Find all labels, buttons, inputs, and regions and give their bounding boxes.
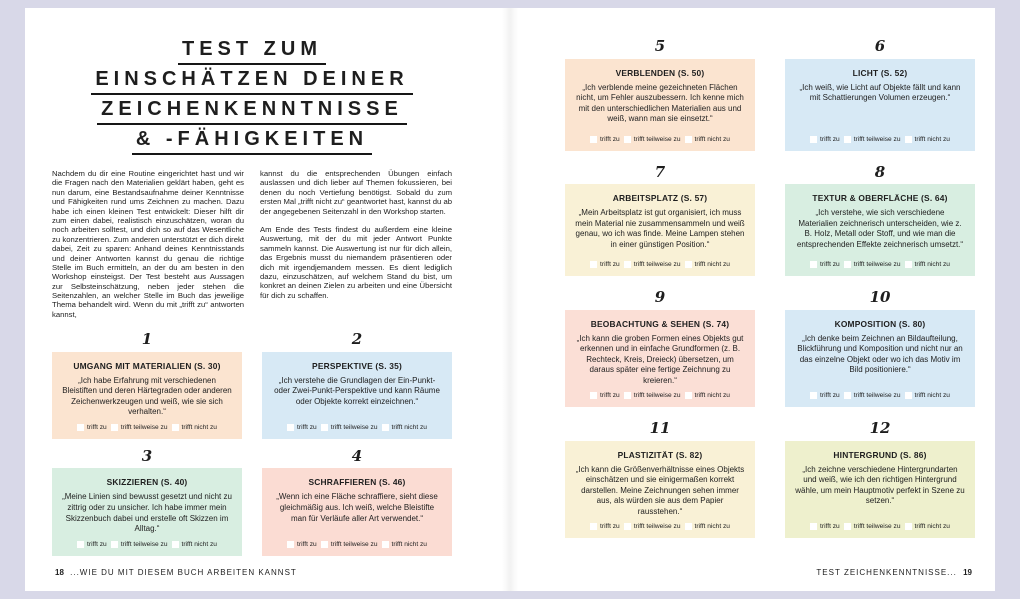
card-number: 7	[654, 162, 666, 181]
card-title: VERBLENDEN (S. 50)	[615, 67, 705, 78]
card-number: 4	[351, 446, 363, 465]
checkbox-trifft-teilweise-zu[interactable]	[321, 541, 328, 548]
answer-trifft-zu: trifft zu	[287, 424, 317, 431]
card-quote: „Mein Arbeitsplatz ist gut organisiert, ich muss mein Material nie zusammensammeln und weiß genau, wo ich was finde. Meine Lampen stehen in einer günstigen Position.“	[575, 208, 745, 249]
card-title: KOMPOSITION (S. 80)	[834, 318, 926, 329]
answer-trifft-zu: trifft zu	[590, 392, 620, 399]
checkbox-trifft-zu[interactable]	[810, 392, 817, 399]
card-plastizitaet	[565, 420, 755, 538]
answer-row	[791, 136, 969, 143]
checkbox-trifft-zu[interactable]	[810, 523, 817, 530]
book-spread	[25, 8, 995, 591]
card-body	[262, 352, 452, 439]
footer-left	[52, 568, 297, 577]
card-title: TEXTUR & OBERFLÄCHE (S. 64)	[812, 193, 948, 203]
card-body	[52, 352, 242, 439]
answer-trifft-zu: trifft zu	[590, 136, 620, 143]
checkbox-trifft-zu[interactable]	[590, 136, 597, 143]
answer-trifft-nicht-zu: trifft nicht zu	[905, 261, 950, 268]
answer-trifft-nicht-zu: trifft nicht zu	[905, 523, 950, 530]
card-number: 8	[874, 162, 886, 181]
checkbox-trifft-zu[interactable]	[590, 392, 597, 399]
intro-text	[52, 169, 452, 319]
card-quote: „Ich kann die Größenverhältnisse eines Objekts einschätzen und sie einigermaßen korrekt darstellen. Meine Zeichnungen sehen immer aus, als würden sie aus dem Papier rausstehen.“	[575, 464, 745, 516]
intro-paragraph: Am Ende des Tests findest du außerdem eine kleine Auswertung, mit der du mit jeder Antwort Punkte sammeln kannst. Die Auswertung ist nur für dich allein, das Ergebnis musst du niemandem präsentieren oder dich mit irgendjemandem messen. Es dient lediglich dazu, einzuschätzen, auf welchem Stand du bist, um konkret an deinen Zielen zu arbeiten und eine Übersicht für dich zu schaffen.	[260, 224, 452, 300]
checkbox-trifft-teilweise-zu[interactable]	[844, 392, 851, 399]
answer-trifft-zu: trifft zu	[810, 136, 840, 143]
checkbox-trifft-nicht-zu[interactable]	[172, 541, 179, 548]
card-skizzieren	[52, 448, 242, 556]
card-body	[785, 184, 975, 276]
checkbox-trifft-nicht-zu[interactable]	[685, 261, 692, 268]
checkbox-trifft-teilweise-zu[interactable]	[624, 261, 631, 268]
checkbox-trifft-zu[interactable]	[77, 424, 84, 431]
checkbox-trifft-teilweise-zu[interactable]	[624, 136, 631, 143]
card-title: BEOBACHTUNG & SEHEN (S. 74)	[590, 318, 730, 329]
checkbox-trifft-nicht-zu[interactable]	[382, 424, 389, 431]
checkbox-trifft-nicht-zu[interactable]	[905, 136, 912, 143]
checkbox-trifft-nicht-zu[interactable]	[172, 424, 179, 431]
card-number: 9	[654, 288, 666, 306]
checkbox-trifft-teilweise-zu[interactable]	[624, 523, 631, 530]
answer-trifft-teilweise-zu: trifft teilweise zu	[844, 261, 901, 268]
checkbox-trifft-teilweise-zu[interactable]	[111, 424, 118, 431]
checkbox-trifft-teilweise-zu[interactable]	[844, 523, 851, 530]
cards-grid-left	[52, 331, 452, 555]
answer-trifft-nicht-zu: trifft nicht zu	[382, 541, 427, 548]
card-quote: „Ich kann die groben Formen eines Objekts gut erkennen und in einfache Grundformen (z. B. Rechteck, Kreis, Dreieck) übersetzen, um daraus später eine fertige Zeichnung zu kreieren.“	[576, 333, 744, 385]
card-quote: „Ich verstehe die Grundlagen der Ein-Punkt- oder Zwei-Punkt-Perspektive und kann Räume oder Objekte korrekt einzeichnen.“	[274, 375, 440, 406]
card-title: ARBEITSPLATZ (S. 57)	[612, 193, 708, 203]
answer-trifft-zu: trifft zu	[590, 523, 620, 530]
card-body	[565, 59, 755, 151]
title-line-3: ZEICHENKENNTNISSE	[52, 98, 452, 125]
card-arbeitsplatz	[565, 164, 755, 277]
answer-row	[58, 424, 236, 431]
checkbox-trifft-nicht-zu[interactable]	[382, 541, 389, 548]
intro-paragraph: kannst du die entsprechenden Übungen einfach auslassen und dich lieber auf Themen fokussieren, bei denen du noch Vertiefung benötigst. Sobald du zum ersten Mal „trifft nicht zu“ geantwortet hast, kannst du ab der angegebenen Seitenzahl in den Workshop starten.	[260, 169, 452, 216]
page-left	[25, 8, 510, 591]
answer-trifft-zu: trifft zu	[77, 541, 107, 548]
page-number-right: 19	[963, 568, 972, 577]
card-body	[52, 468, 242, 555]
running-title-right: TEST ZEICHENKENNTNISSE...	[816, 568, 957, 577]
answer-row	[268, 541, 446, 548]
card-body	[785, 441, 975, 539]
checkbox-trifft-zu[interactable]	[590, 523, 597, 530]
answer-trifft-nicht-zu: trifft nicht zu	[685, 136, 730, 143]
checkbox-trifft-nicht-zu[interactable]	[905, 392, 912, 399]
checkbox-trifft-zu[interactable]	[287, 541, 294, 548]
checkbox-trifft-zu[interactable]	[590, 261, 597, 268]
intro-column-2	[260, 169, 452, 319]
card-quote: „Ich denke beim Zeichnen an Bildaufteilung, Blickführung und Komposition und nicht nur an das einzelne Objekt oder wo ich das Motiv im Bild positioniere.“	[797, 333, 963, 375]
card-body	[262, 468, 452, 555]
answer-row	[571, 136, 749, 143]
answer-row	[791, 261, 969, 268]
card-hintergrund	[785, 420, 975, 538]
answer-trifft-nicht-zu: trifft nicht zu	[685, 392, 730, 399]
card-number: 5	[654, 37, 666, 55]
answer-trifft-nicht-zu: trifft nicht zu	[382, 424, 427, 431]
checkbox-trifft-zu[interactable]	[287, 424, 294, 431]
answer-trifft-teilweise-zu: trifft teilweise zu	[624, 392, 681, 399]
answer-trifft-zu: trifft zu	[590, 261, 620, 268]
answer-trifft-teilweise-zu: trifft teilweise zu	[624, 136, 681, 143]
card-title: HINTERGRUND (S. 86)	[833, 449, 927, 460]
answer-trifft-teilweise-zu: trifft teilweise zu	[321, 541, 378, 548]
checkbox-trifft-zu[interactable]	[810, 136, 817, 143]
card-schraffieren	[262, 448, 452, 556]
answer-trifft-teilweise-zu: trifft teilweise zu	[844, 392, 901, 399]
answer-trifft-teilweise-zu: trifft teilweise zu	[844, 523, 901, 530]
card-number: 10	[869, 288, 891, 306]
intro-paragraph: Nachdem du dir eine Routine eingerichtet hast und wir die Fragen nach den Materialien geklärt haben, geht es nun darum, eine Bestandsaufnahme deiner Kenntnisse und Fähigkeiten rund ums Zeichnen zu machen. Dazu habe ich einen kleinen Test entwickelt: Dieser hilft dir zum einen dabei, realistisch einzuschätzen, woran du noch arbeiten solltest, und dich so auf das Wesentliche zu konzentrieren. Zum anderen unterstützt er dich direkt dabei, Zeit zu sparen: Anhand deines Kenntnisstands und deiner Antworten kannst du genau die richtige Stelle im Buch ermitteln, an der du am besten in den Workshop einsteigst. Der Test besteht aus Aussagen zur Selbsteinschätzung, neben jeder stehen die Seitenzahlen, an welcher Stelle im Buch das jeweilige Thema behandelt wird. Wenn du mit „trifft zu“ antworten kannst,	[52, 169, 244, 319]
card-number: 3	[141, 446, 153, 465]
card-title: PERSPEKTIVE (S. 35)	[312, 360, 402, 371]
answer-trifft-teilweise-zu: trifft teilweise zu	[111, 541, 168, 548]
answer-row	[791, 523, 969, 530]
checkbox-trifft-teilweise-zu[interactable]	[321, 424, 328, 431]
answer-row	[268, 424, 446, 431]
answer-trifft-nicht-zu: trifft nicht zu	[685, 261, 730, 268]
answer-trifft-zu: trifft zu	[77, 424, 107, 431]
answer-trifft-nicht-zu: trifft nicht zu	[172, 424, 217, 431]
card-title: SKIZZIEREN (S. 40)	[106, 477, 188, 488]
checkbox-trifft-zu[interactable]	[77, 541, 84, 548]
page-number-left: 18	[55, 568, 64, 577]
card-title: PLASTIZITÄT (S. 82)	[617, 449, 703, 460]
card-body	[565, 441, 755, 539]
checkbox-trifft-teilweise-zu[interactable]	[624, 392, 631, 399]
answer-trifft-nicht-zu: trifft nicht zu	[172, 541, 217, 548]
checkbox-trifft-nicht-zu[interactable]	[905, 523, 912, 530]
card-body	[785, 59, 975, 151]
card-body	[785, 310, 975, 408]
answer-trifft-nicht-zu: trifft nicht zu	[905, 136, 950, 143]
card-beobachtung-sehen	[565, 289, 755, 407]
answer-trifft-teilweise-zu: trifft teilweise zu	[624, 523, 681, 530]
card-verblenden	[565, 38, 755, 151]
card-body	[565, 184, 755, 276]
card-title: SCHRAFFIEREN (S. 46)	[308, 477, 406, 488]
answer-trifft-zu: trifft zu	[810, 523, 840, 530]
card-quote: „Ich verstehe, wie sich verschiedene Materialien zeichnerisch unterscheiden, wie z. B. Holz, Metall oder Stoff, und wie man die entsprechenden Effekte zeichnerisch umsetzt.“	[796, 208, 964, 249]
answer-trifft-teilweise-zu: trifft teilweise zu	[624, 261, 681, 268]
checkbox-trifft-nicht-zu[interactable]	[905, 261, 912, 268]
answer-trifft-zu: trifft zu	[287, 541, 317, 548]
answer-row	[58, 541, 236, 548]
answer-row	[571, 261, 749, 268]
answer-row	[571, 523, 749, 530]
card-title: UMGANG MIT MATERIALIEN (S. 30)	[73, 360, 221, 371]
card-number: 12	[869, 419, 891, 438]
card-umgang-mit-materialien	[52, 331, 242, 439]
card-licht	[785, 38, 975, 151]
answer-trifft-nicht-zu: trifft nicht zu	[905, 392, 950, 399]
card-quote: „Ich verblende meine gezeichneten Flächen nicht, um Fehler auszubessern. Ich kenne mich mit den unterschiedlichen Materialien aus und weiß, wann man sie einsetzt.“	[576, 82, 744, 124]
checkbox-trifft-zu[interactable]	[810, 261, 817, 268]
card-quote: „Meine Linien sind bewusst gesetzt und nicht zu zittrig oder zu unsicher. Ich habe immer mein Skizzenbuch dabei und erstelle oft Skizzen im Alltag.“	[62, 492, 232, 534]
answer-trifft-zu: trifft zu	[810, 392, 840, 399]
card-quote: „Ich habe Erfahrung mit verschiedenen Bleistiften und deren Härtegraden oder anderen Zeichenwerkzeugen und weiß, wie sie sich verhalten.“	[62, 375, 232, 417]
answer-trifft-teilweise-zu: trifft teilweise zu	[321, 424, 378, 431]
card-number: 1	[141, 330, 153, 349]
footer-right	[816, 568, 975, 577]
running-title-left: ...WIE DU MIT DIESEM BUCH ARBEITEN KANNST	[70, 568, 297, 577]
card-quote: „Ich zeichne verschiedene Hintergrundarten und weiß, wie ich den richtigen Hintergrund wähle, um mein Hauptmotiv perfekt in Szene zu setzen.“	[795, 464, 965, 506]
answer-row	[571, 392, 749, 399]
checkbox-trifft-nicht-zu[interactable]	[685, 523, 692, 530]
answer-trifft-zu: trifft zu	[810, 261, 840, 268]
intro-column-1	[52, 169, 244, 319]
card-quote: „Wenn ich eine Fläche schraffiere, sieht diese gleichmäßig aus. Ich weiß, welche Bleistifte man für Verläufe aller Art verwendet.“	[276, 492, 438, 523]
card-perspektive	[262, 331, 452, 439]
card-textur-oberflaeche	[785, 164, 975, 277]
answer-trifft-teilweise-zu: trifft teilweise zu	[844, 136, 901, 143]
title-line-1: TEST ZUM	[52, 38, 452, 65]
checkbox-trifft-teilweise-zu[interactable]	[111, 541, 118, 548]
answer-trifft-teilweise-zu: trifft teilweise zu	[111, 424, 168, 431]
cards-grid-right	[565, 38, 975, 538]
card-komposition	[785, 289, 975, 407]
card-number: 6	[874, 37, 886, 55]
title-line-4: & -FÄHIGKEITEN	[52, 128, 452, 155]
checkbox-trifft-teilweise-zu[interactable]	[844, 261, 851, 268]
card-body	[565, 310, 755, 408]
checkbox-trifft-teilweise-zu[interactable]	[844, 136, 851, 143]
answer-row	[791, 392, 969, 399]
card-number: 11	[649, 419, 671, 438]
checkbox-trifft-nicht-zu[interactable]	[685, 392, 692, 399]
test-title	[52, 38, 452, 155]
card-quote: „Ich weiß, wie Licht auf Objekte fällt und kann mit Schattierungen Volumen erzeugen.“	[799, 82, 961, 103]
card-number: 2	[351, 330, 363, 349]
title-line-2: EINSCHÄTZEN DEINER	[52, 68, 452, 95]
page-right	[510, 8, 995, 591]
checkbox-trifft-nicht-zu[interactable]	[685, 136, 692, 143]
answer-trifft-nicht-zu: trifft nicht zu	[685, 523, 730, 530]
card-title: LICHT (S. 52)	[852, 67, 908, 78]
